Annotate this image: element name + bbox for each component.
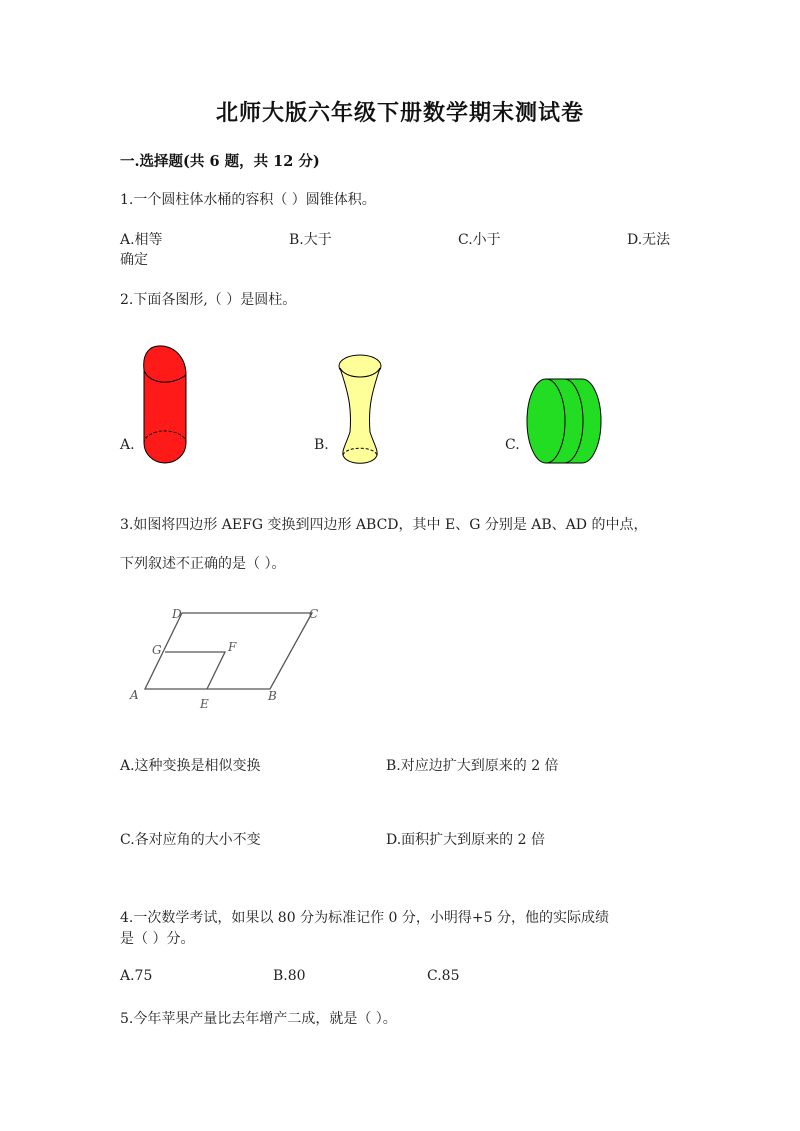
q2-option-b[interactable]: B. (314, 437, 329, 453)
label-a: A (130, 688, 139, 702)
q2-option-a[interactable]: A. (120, 437, 135, 453)
question-2-stem: 2.下面各图形,（ ）是圆柱。 (120, 292, 297, 308)
q3-option-b[interactable]: B.对应边扩大到原来的 2 倍 (386, 758, 559, 774)
question-3-stem-line2: 下列叙述不正确的是（ ）。 (120, 556, 286, 572)
q3-option-c[interactable]: C.各对应角的大小不变 (120, 832, 261, 848)
q1-option-a[interactable]: A.相等 (120, 232, 163, 248)
label-c: C (309, 607, 319, 621)
question-4-stem-line1: 4.一次数学考试，如果以 80 分为标准记作 0 分，小明得+5 分，他的实际成绩 (120, 910, 609, 926)
q4-option-c[interactable]: C.85 (427, 968, 460, 984)
page-title: 北师大版六年级下册数学期末测试卷 (215, 100, 584, 126)
quadrilateral-figure (125, 603, 335, 713)
q4-option-a[interactable]: A.75 (120, 968, 153, 984)
question-5-stem: 5.今年苹果产量比去年增产二成，就是（ ）。 (120, 1011, 397, 1027)
q3-option-a[interactable]: A.这种变换是相似变换 (120, 758, 261, 774)
yellow-hourglass-figure (336, 352, 384, 468)
q1-option-d[interactable]: D.无法 (627, 232, 671, 248)
q1-option-b[interactable]: B.大于 (289, 232, 332, 248)
label-g: G (152, 643, 162, 657)
q1-option-c[interactable]: C.小于 (458, 232, 501, 248)
question-4-stem-line2: 是（ ）分。 (120, 931, 195, 947)
q1-option-d-wrap: 确定 (120, 252, 148, 268)
question-1-stem: 1.一个圆柱体水桶的容积（ ）圆锥体积。 (120, 192, 376, 208)
section-heading: 一.选择题(共 6 题，共 12 分) (120, 153, 320, 170)
q4-option-b[interactable]: B.80 (273, 968, 306, 984)
label-d: D (172, 607, 182, 621)
q3-option-d[interactable]: D.面积扩大到原来的 2 倍 (386, 832, 545, 848)
label-b: B (268, 689, 277, 703)
q2-option-c[interactable]: C. (505, 437, 520, 453)
label-e: E (200, 697, 209, 711)
label-f: F (228, 640, 237, 654)
green-cylinder-figure (526, 377, 604, 465)
red-cylinder-figure (140, 343, 192, 468)
question-3-stem-line1: 3.如图将四边形 AEFG 变换到四边形 ABCD，其中 E、G 分别是 AB、AD 的中点， (120, 517, 648, 533)
